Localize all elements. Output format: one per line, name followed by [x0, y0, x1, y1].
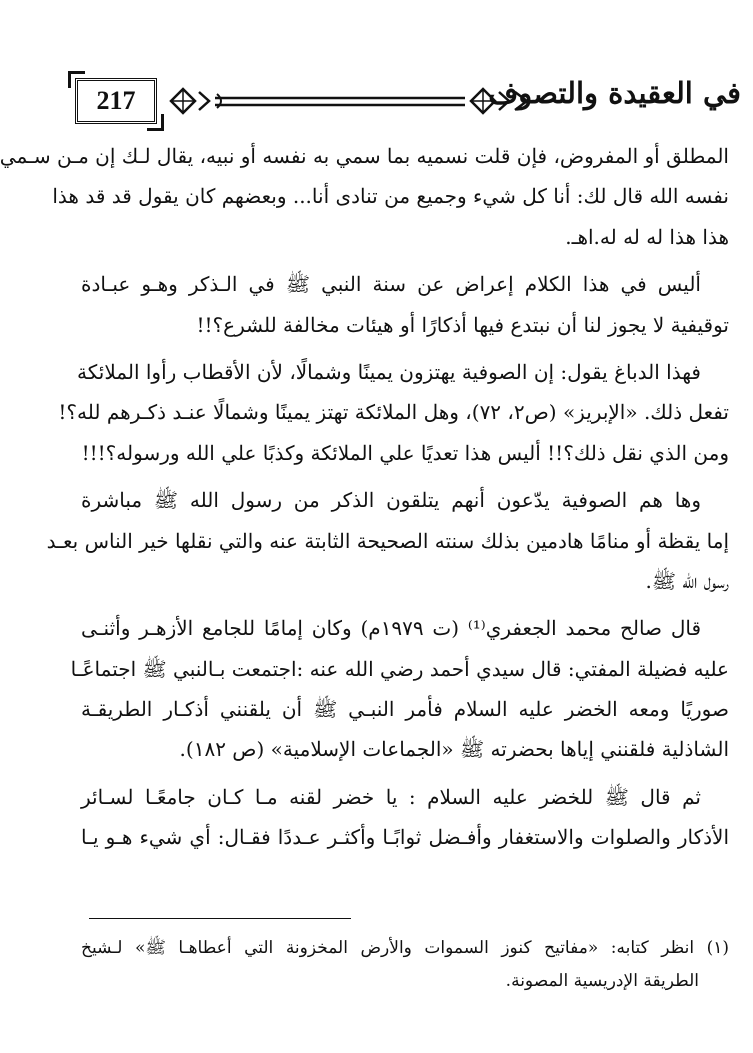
page-header — [53, 72, 741, 132]
text-line: صوريًا ومعه الخضر عليه السلام فأمر النبـي ﷺ أن يلقنني أذكـار الطريقـة — [81, 697, 730, 722]
text-line: توقيفية لا يجوز لنا أن نبتدع فيها أذكارًا أو هيئات مخالفة للشرع؟!! — [196, 312, 729, 337]
main-text — [0, 136, 730, 858]
text-line: قال صالح محمد الجعفري⁽¹⁾ (ت ١٩٧٩م) وكان إمامًا للجامع الأزهـر وأثنـى — [81, 616, 702, 641]
text-line: وها هم الصوفية يدّعون أنهم يتلقون الذكر من رسول الله ﷺ مباشرة — [81, 488, 701, 513]
text-line: إما يقظة أو منامًا هادمين بذلك سنته الصحيحة الثابتة عنه والتي نقلها خير الناس بعـد — [46, 528, 729, 553]
text-line: تفعل ذلك. «الإبريز» (ص٢، ٧٢)، وهل الملائكة تهتز يمينًا وشمالًا عنـد ذكـرهم لله؟! — [58, 400, 729, 425]
page-number: 217 — [75, 78, 157, 124]
text-line: المطلق أو المفروض، فإن قلت نسميه بما سمي به نفسه أو نبيه، يقال لـك إن مـن سـمي — [0, 144, 729, 168]
text-line: ومن الذي نقل ذلك؟!! أليس هذا تعديًا علي الملائكة وكذبًا علي الله ورسوله؟!!! — [81, 440, 729, 465]
footnote-divider — [89, 918, 351, 919]
text-line: رسول الله ﷺ. — [645, 568, 729, 593]
text-line: عليه فضيلة المفتي: قال سيدي أحمد رضي الله عنه :اجتمعت بـالنبي ﷺ اجتماعًـا — [70, 656, 729, 681]
text-line: نفسه الله قال لك: أنا كل شيء وجميع من تنادى أنا... وبعضهم كان يقول قد قد هذا — [52, 184, 729, 209]
text-line: ثم قال ﷺ للخضر عليه السلام : يا خضر لقنه مـا كـان جامعًـا لسـائر — [81, 784, 701, 809]
text-line: الشاذلية فلقنني إياها بحضرته ﷺ «الجماعات الإسلامية» (ص ١٨٢). — [179, 737, 729, 762]
footnotes — [81, 932, 729, 998]
footnote-line: الطريقة الإدريسية المصونة. — [505, 971, 699, 991]
running-title: في العقيدة والتصوف — [488, 76, 741, 110]
footnote-line: (١) انظر كتابه: «مفاتيح كنوز السموات والأرض المخزونة التي أعطاهـا ﷺ» لـشيخ — [81, 938, 729, 958]
text-line: أليس في هذا الكلام إعراض عن سنة النبي ﷺ في الـذكر وهـو عبـادة — [81, 272, 701, 297]
text-line: هذا هذا له له له.اهـ. — [565, 224, 729, 249]
text-line: الأذكار والصلوات والاستغفار وأفـضل ثوابًـا وأكثـر عـددًا فقـال: أي شيء هـو يـا — [81, 825, 729, 850]
text-line: فهذا الدباغ يقول: إن الصوفية يهتزون يمينًا وشمالًا، لأن الأقطاب رأوا الملائكة — [77, 359, 701, 384]
